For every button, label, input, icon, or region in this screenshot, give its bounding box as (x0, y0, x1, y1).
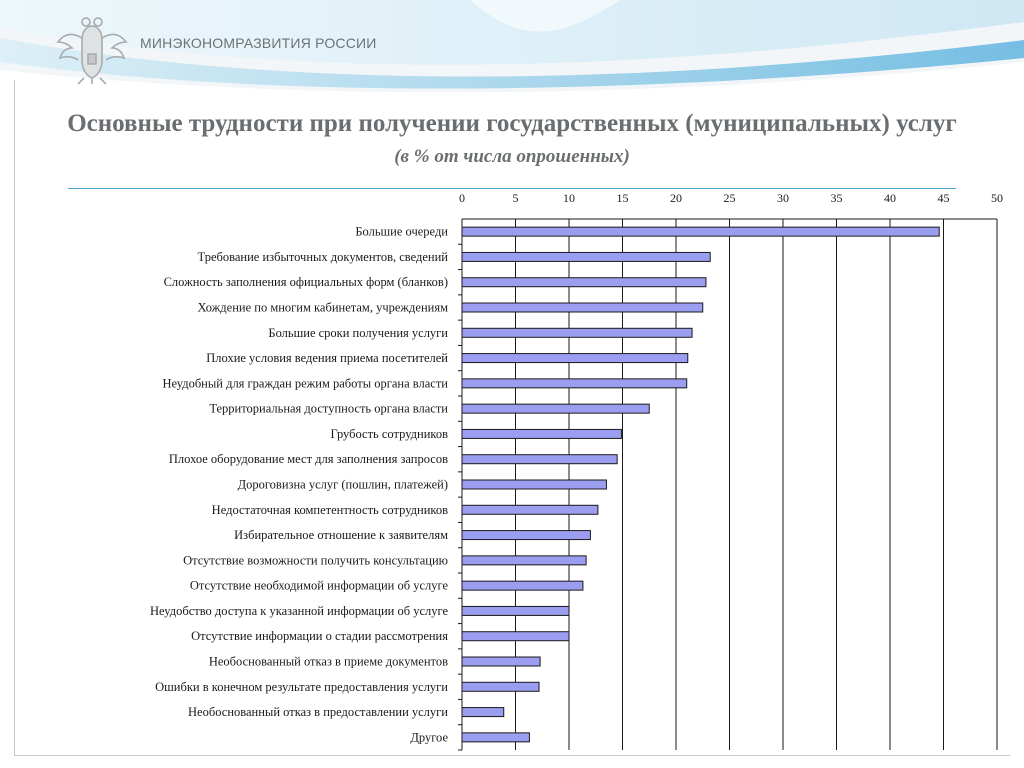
x-tick-label-5: 25 (723, 191, 736, 205)
bar-7 (462, 404, 649, 413)
bar-10 (462, 480, 606, 489)
category-label-14: Отсутствие необходимой информации об услуге (189, 578, 448, 593)
category-label-15: Неудобство доступа к указанной информации об услуге (150, 603, 448, 618)
x-tick-label-4: 20 (670, 191, 682, 205)
bar-1 (462, 252, 710, 261)
bar-20 (462, 733, 529, 742)
bar-19 (462, 708, 504, 717)
category-label-4: Большие сроки получения услуги (268, 325, 448, 340)
category-label-6: Неудобный для граждан режим работы органа власти (162, 376, 448, 391)
x-tick-label-8: 40 (884, 191, 896, 205)
bar-15 (462, 606, 569, 615)
bar-4 (462, 328, 692, 337)
x-tick-label-1: 5 (512, 191, 519, 205)
bar-6 (462, 379, 687, 388)
x-tick-label-9: 45 (937, 191, 950, 205)
category-label-17: Необоснованный отказ в приеме документов (208, 654, 448, 669)
category-label-12: Избирательное отношение к заявителям (234, 528, 448, 543)
category-label-16: Отсутствие информации о стадии рассмотрения (191, 629, 448, 644)
category-label-18: Ошибки в конечном результате предоставления услуги (155, 679, 448, 694)
category-label-13: Отсутствие возможности получить консультацию (183, 553, 448, 568)
category-label-7: Территориальная доступность органа власти (209, 401, 448, 416)
category-label-20: Другое (410, 730, 448, 745)
bar-9 (462, 455, 617, 464)
x-tick-label-3: 15 (616, 191, 629, 205)
bar-3 (462, 303, 703, 312)
bar-13 (462, 556, 586, 565)
x-tick-label-2: 10 (563, 191, 575, 205)
chart-title-main: Основные трудности при получении государственных (муниципальных) услуг (67, 110, 957, 137)
bar-16 (462, 632, 569, 641)
category-label-1: Требование избыточных документов, сведений (197, 249, 448, 264)
bar-18 (462, 682, 539, 691)
bar-2 (462, 278, 706, 287)
ministry-name: МИНЭКОНОМРАЗВИТИЯ РОССИИ (140, 35, 377, 51)
x-tick-label-10: 50 (991, 191, 1003, 205)
category-label-3: Хождение по многим кабинетам, учреждениям (197, 300, 448, 315)
x-tick-label-7: 35 (830, 191, 843, 205)
category-label-9: Плохое оборудование мест для заполнения запросов (168, 452, 448, 467)
category-label-8: Грубость сотрудников (330, 426, 448, 441)
x-tick-label-6: 30 (777, 191, 789, 205)
bar-5 (462, 354, 688, 363)
category-label-10: Дороговизна услуг (пошлин, платежей) (237, 477, 448, 492)
bar-8 (462, 429, 621, 438)
category-label-5: Плохие условия ведения приема посетителей (206, 351, 448, 366)
bar-11 (462, 505, 598, 514)
bar-12 (462, 531, 590, 540)
chart-subtitle: (в % от числа опрошенных) (394, 146, 630, 167)
category-label-0: Большие очереди (355, 224, 448, 239)
bar-0 (462, 227, 939, 236)
category-label-2: Сложность заполнения официальных форм (бланков) (163, 275, 448, 290)
x-tick-label-0: 0 (459, 191, 465, 205)
bar-14 (462, 581, 583, 590)
bar-17 (462, 657, 540, 666)
category-label-11: Недостаточная компетентность сотрудников (211, 502, 448, 517)
category-label-19: Необоснованный отказ в предоставлении услуги (188, 705, 448, 720)
